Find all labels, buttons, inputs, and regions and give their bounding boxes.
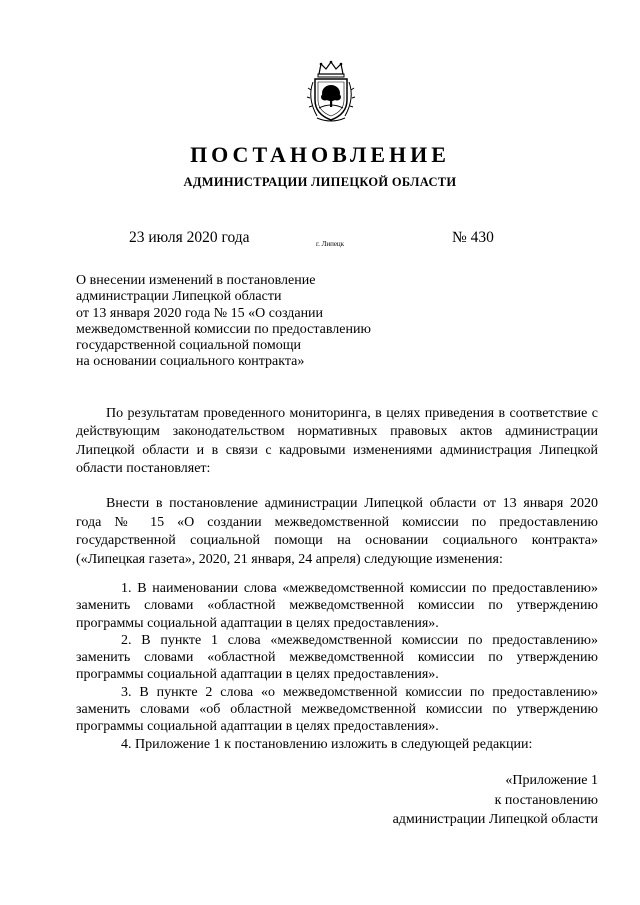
- appendix-line: «Приложение 1: [505, 773, 598, 788]
- heading-line: межведомственной комиссии по предоставлению: [76, 321, 371, 337]
- document-number: № 430: [452, 229, 494, 246]
- preamble-paragraph: По результатам проведенного мониторинга, в целях приведения в соответствие с действующим законодательством нормативных правовых актов администрации Липецкой области и в связи с кадровыми изменениями администрация Липецкой области постановляет:: [76, 406, 598, 476]
- amendment-items: [76, 580, 598, 753]
- amendment-item: 3. В пункте 2 слова «о межведомственной комиссии по предоставлению» заменить словами «об областной межведомственной комиссии по утверждению программы социальной адаптации в целях предоставления».: [76, 684, 598, 735]
- document-heading: [76, 273, 496, 371]
- appendix-line: к постановлению: [494, 792, 598, 808]
- document-city: г. Липецк: [316, 240, 345, 248]
- heading-line: на основании социального контракта»: [76, 354, 305, 370]
- document-title: ПОСТАНОВЛЕНИЕ: [190, 142, 450, 167]
- amendment-item: 1. В наименовании слова «межведомственной комиссии по предоставлению» заменить словами «областной межведомственной комиссии по утверждению программы социальной адаптации в целях предоставления».: [76, 581, 598, 631]
- appendix-line: администрации Липецкой области: [392, 812, 598, 828]
- issuing-authority: АДМИНИСТРАЦИИ ЛИПЕЦКОЙ ОБЛАСТИ: [183, 175, 457, 189]
- heading-line: О внесении изменений в постановление: [76, 273, 316, 288]
- heading-line: от 13 января 2020 года № 15 «О создании: [76, 305, 324, 321]
- amendment-item: 2. В пункте 1 слова «межведомственной комиссии по предоставлению» заменить словами «областной межведомственной комиссии по утверждению программы социальной адаптации в целях предоставления».: [76, 632, 598, 683]
- heading-line: администрации Липецкой области: [76, 289, 282, 305]
- appendix-header: [338, 771, 598, 830]
- amendment-intro-paragraph: Внести в постановление администрации Липецкой области от 13 января 2020 года № 15 «О создании межведомственной комиссии по предоставлению государственной социальной помощи на основании социального контракта» («Липецкая газета», 2020, 21 января, 24 апреля) следующие изменения:: [76, 496, 598, 567]
- document-date: 23 июля 2020 года: [129, 229, 250, 246]
- lipetsk-coat-of-arms-icon: [305, 60, 357, 124]
- heading-line: государственной социальной помощи: [76, 338, 302, 354]
- amendment-item: 4. Приложение 1 к постановлению изложить в следующей редакции:: [121, 736, 533, 752]
